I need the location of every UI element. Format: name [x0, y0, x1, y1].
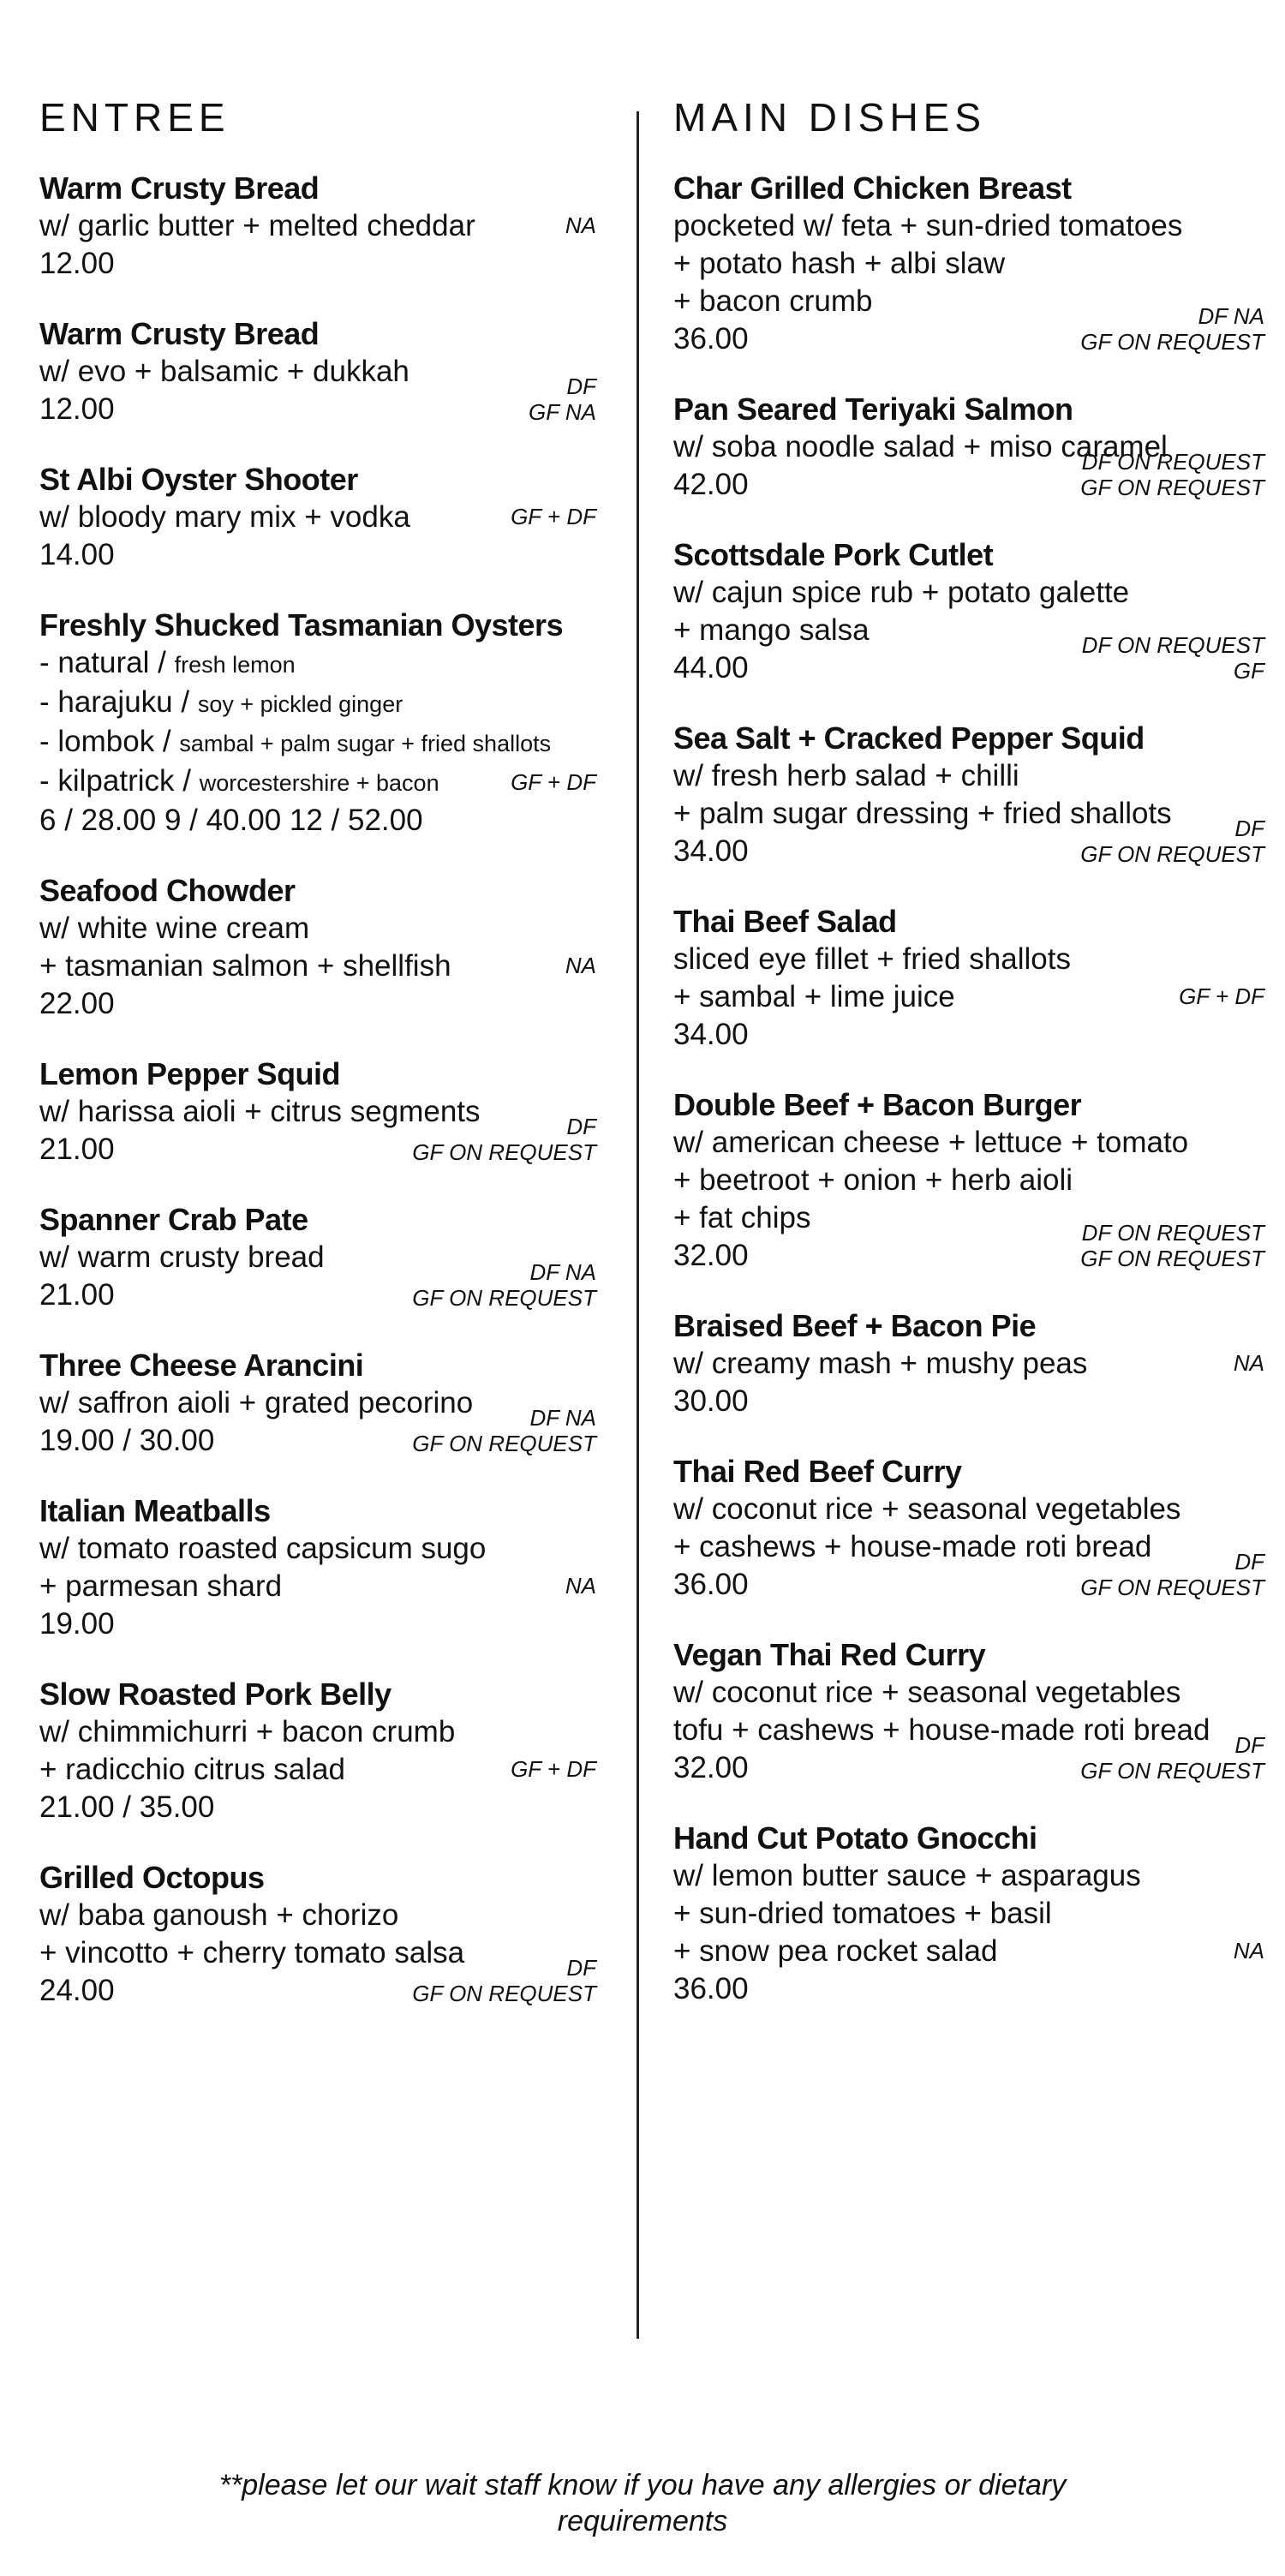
- menu-item: [673, 1086, 1264, 1275]
- item-description: + sambal + lime juice: [673, 980, 955, 1013]
- item-description: w/ creamy mash + mushy peas: [673, 1347, 1088, 1380]
- item-name: Warm Crusty Bread: [39, 316, 320, 351]
- item-description: sliced eye fillet + fried shallots: [673, 942, 1071, 976]
- menu-item: [39, 1859, 596, 2010]
- item-price: 36.00: [673, 1568, 749, 1601]
- dietary-tags: [511, 504, 596, 529]
- dietary-tags: [1082, 632, 1264, 684]
- allergy-note-line-1: **please let our wait staff know if you have any allergies or dietary: [218, 2469, 1067, 2501]
- oyster-option: [39, 723, 596, 762]
- mains-heading: MAIN DISHES: [673, 95, 987, 140]
- item-description: w/ white wine cream: [39, 911, 310, 945]
- item-name: Italian Meatballs: [39, 1493, 271, 1528]
- item-name: Slow Roasted Pork Belly: [39, 1676, 391, 1712]
- oyster-garnish: fresh lemon: [174, 652, 296, 678]
- entree-list: [39, 170, 596, 2010]
- item-description: w/ evo + balsamic + dukkah: [39, 355, 409, 388]
- mains-column: [673, 94, 1264, 2041]
- item-name: Double Beef + Bacon Burger: [673, 1087, 1082, 1122]
- item-description: w/ fresh herb salad + chilli: [673, 759, 1019, 792]
- item-name: Thai Red Beef Curry: [673, 1454, 962, 1489]
- item-description: + potato hash + albi slaw: [673, 247, 1006, 280]
- dietary-tag: NA: [1233, 1938, 1264, 1963]
- dietary-tags: [412, 1114, 596, 1165]
- menu-item: [39, 170, 596, 283]
- menu-item: [39, 461, 596, 574]
- dietary-tags: [511, 1756, 596, 1782]
- dietary-tag: NA: [1233, 1350, 1264, 1376]
- item-description: w/ garlic butter + melted cheddar: [39, 209, 475, 242]
- menu-item: [673, 1307, 1264, 1420]
- dietary-tag: GF ON REQUEST: [412, 1431, 596, 1456]
- menu-item: [39, 315, 596, 428]
- item-description: w/ cajun spice rub + potato galette: [673, 576, 1130, 609]
- item-price: 6 / 28.00 9 / 40.00 12 / 52.00: [39, 804, 423, 837]
- dietary-tag: DF ON REQUEST: [1081, 1220, 1264, 1246]
- item-name: Lemon Pepper Squid: [39, 1056, 341, 1091]
- dietary-tags: [565, 953, 596, 978]
- dietary-tag: GF ON REQUEST: [1080, 1575, 1264, 1600]
- dietary-tags: [529, 374, 596, 425]
- menu-item: [39, 1347, 596, 1460]
- dietary-tag: NA: [565, 953, 596, 978]
- dietary-tags: [1080, 1732, 1264, 1784]
- mains-list: [673, 170, 1264, 2008]
- item-description: w/ coconut rice + seasonal vegetables: [673, 1492, 1181, 1526]
- menu-item: [39, 1676, 596, 1826]
- menu-item: [673, 903, 1264, 1054]
- item-description: w/ saffron aioli + grated pecorino: [39, 1386, 474, 1419]
- item-name: Sea Salt + Cracked Pepper Squid: [673, 720, 1145, 756]
- oyster-option: [39, 684, 596, 723]
- oyster-style: - natural /: [39, 646, 175, 679]
- item-price: 34.00: [673, 834, 749, 868]
- dietary-tags: [565, 1573, 596, 1599]
- dietary-tag: GF ON REQUEST: [1080, 1246, 1264, 1271]
- item-name: Seafood Chowder: [39, 873, 296, 908]
- item-name: Three Cheese Arancini: [39, 1348, 364, 1383]
- dietary-tag: GF + DF: [511, 1756, 596, 1782]
- dietary-tag: GF ON REQUEST: [1080, 1758, 1264, 1784]
- item-description: + mango salsa: [673, 613, 870, 647]
- dietary-tag: GF ON REQUEST: [412, 1981, 596, 2006]
- item-price: 12.00: [39, 392, 115, 426]
- item-price: 19.00 / 30.00: [39, 1424, 215, 1457]
- item-price: 36.00: [673, 322, 749, 356]
- menu-item: [673, 1636, 1264, 1787]
- dietary-tag: DF NA: [529, 1259, 596, 1285]
- dietary-tags: [412, 1955, 596, 2006]
- dietary-tags: [412, 1405, 596, 1456]
- item-description: + parmesan shard: [39, 1569, 283, 1603]
- item-description: w/ tomato roasted capsicum sugo: [39, 1532, 487, 1565]
- dietary-tag: GF NA: [529, 399, 596, 425]
- item-name: Pan Seared Teriyaki Salmon: [673, 391, 1073, 427]
- oyster-option: [39, 644, 596, 684]
- dietary-tag: GF + DF: [511, 769, 596, 795]
- dietary-tags: [1080, 449, 1264, 500]
- item-price: 14.00: [39, 538, 115, 571]
- oyster-style: - harajuku /: [39, 685, 198, 719]
- dietary-tag: DF ON REQUEST: [1081, 449, 1264, 475]
- item-description: + vincotto + cherry tomato salsa: [39, 1936, 465, 1969]
- dietary-tag: GF + DF: [1179, 983, 1264, 1009]
- item-description: + radicchio citrus salad: [39, 1753, 345, 1786]
- oyster-garnish: sambal + palm sugar + fried shallots: [179, 731, 552, 756]
- oyster-style: - lombok /: [39, 725, 180, 758]
- allergy-note: [0, 2467, 1285, 2539]
- item-description: w/ warm crusty bread: [39, 1240, 325, 1274]
- item-description: w/ harissa aioli + citrus segments: [39, 1095, 481, 1128]
- menu-item: [39, 607, 596, 840]
- item-name: Thai Beef Salad: [673, 904, 897, 939]
- item-description: w/ chimmichurri + bacon crumb: [39, 1715, 456, 1748]
- item-name: St Albi Oyster Shooter: [39, 462, 358, 497]
- menu-item: [39, 1201, 596, 1314]
- menu-item: [673, 536, 1264, 687]
- item-description: + fat chips: [673, 1201, 811, 1234]
- menu-item: [673, 1453, 1264, 1604]
- dietary-tags: [412, 1259, 596, 1311]
- dietary-tag: DF: [566, 1114, 596, 1139]
- item-description: w/ lemon butter sauce + asparagus: [673, 1859, 1141, 1892]
- oyster-style: - kilpatrick /: [39, 764, 200, 798]
- item-description: + beetroot + onion + herb aioli: [673, 1163, 1073, 1197]
- allergy-note-line-2: requirements: [557, 2505, 728, 2537]
- dietary-tag: DF NA: [1198, 303, 1264, 329]
- dietary-tag: DF NA: [529, 1405, 596, 1431]
- dietary-tag: GF ON REQUEST: [412, 1139, 596, 1165]
- item-price: 36.00: [673, 1972, 749, 2005]
- item-name: Grilled Octopus: [39, 1860, 265, 1895]
- item-price: 24.00: [39, 1974, 115, 2007]
- entree-heading: ENTREE: [39, 95, 230, 140]
- dietary-tag: DF: [1234, 816, 1264, 841]
- item-description: + sun-dried tomatoes + basil: [673, 1897, 1052, 1930]
- item-price: 12.00: [39, 247, 115, 280]
- dietary-tag: GF ON REQUEST: [1080, 841, 1264, 867]
- item-price: 21.00: [39, 1133, 115, 1166]
- dietary-tag: GF + DF: [511, 504, 596, 529]
- dietary-tag: DF: [566, 1955, 596, 1981]
- dietary-tags: [1080, 1220, 1264, 1271]
- menu-item: [39, 872, 596, 1023]
- dietary-tags: [511, 769, 596, 795]
- item-name: Braised Beef + Bacon Pie: [673, 1308, 1037, 1343]
- item-name: Vegan Thai Red Curry: [673, 1637, 986, 1672]
- oyster-garnish: worcestershire + bacon: [199, 770, 439, 796]
- item-description: w/ american cheese + lettuce + tomato: [673, 1126, 1189, 1159]
- item-description: tofu + cashews + house-made roti bread: [673, 1713, 1210, 1747]
- dietary-tag: DF: [1234, 1549, 1264, 1575]
- dietary-tags: [1080, 816, 1264, 867]
- menu-item: [39, 1492, 596, 1643]
- item-description: + bacon crumb: [673, 284, 873, 318]
- dietary-tag: DF: [1234, 1732, 1264, 1758]
- item-name: Hand Cut Potato Gnocchi: [673, 1820, 1037, 1856]
- column-divider: [637, 111, 639, 2339]
- item-description: pocketed w/ feta + sun-dried tomatoes: [673, 209, 1183, 242]
- item-description: + tasmanian salmon + shellfish: [39, 949, 451, 983]
- item-name: Char Grilled Chicken Breast: [673, 170, 1072, 206]
- item-price: 21.00 / 35.00: [39, 1790, 215, 1824]
- item-price: 34.00: [673, 1018, 749, 1051]
- dietary-tags: [565, 212, 596, 238]
- menu-item: [673, 170, 1264, 358]
- item-description: + palm sugar dressing + fried shallots: [673, 797, 1172, 830]
- entree-column: [39, 94, 596, 2042]
- dietary-tag: DF ON REQUEST: [1081, 632, 1264, 658]
- item-name: Warm Crusty Bread: [39, 170, 320, 206]
- dietary-tags: [1179, 983, 1264, 1009]
- dietary-tag: GF ON REQUEST: [1080, 329, 1264, 355]
- item-description: + snow pea rocket salad: [673, 1934, 998, 1968]
- item-price: 19.00: [39, 1607, 115, 1641]
- dietary-tag: GF: [1233, 658, 1264, 684]
- dietary-tags: [1080, 303, 1264, 355]
- item-price: 44.00: [673, 651, 749, 684]
- item-price: 32.00: [673, 1239, 749, 1272]
- item-description: w/ baba ganoush + chorizo: [39, 1898, 399, 1932]
- item-description: + cashews + house-made roti bread: [673, 1530, 1152, 1563]
- dietary-tag: NA: [565, 1573, 596, 1599]
- item-description: w/ bloody mary mix + vodka: [39, 500, 410, 534]
- dietary-tag: DF: [566, 374, 596, 399]
- dietary-tags: [1234, 1938, 1264, 1963]
- menu-item: [39, 1055, 596, 1168]
- item-price: 22.00: [39, 987, 115, 1020]
- menu-item: [673, 391, 1264, 504]
- item-description: w/ coconut rice + seasonal vegetables: [673, 1676, 1181, 1709]
- item-price: 32.00: [673, 1751, 749, 1784]
- menu-item: [673, 720, 1264, 870]
- dietary-tags: [1080, 1549, 1264, 1600]
- item-name: Spanner Crab Pate: [39, 1202, 308, 1237]
- item-description: w/ soba noodle salad + miso caramel: [673, 430, 1168, 463]
- item-price: 21.00: [39, 1278, 115, 1312]
- dietary-tag: GF ON REQUEST: [1080, 475, 1264, 500]
- dietary-tags: [1234, 1350, 1264, 1376]
- item-price: 42.00: [673, 468, 749, 501]
- item-name: Freshly Shucked Tasmanian Oysters: [39, 607, 564, 643]
- menu-item: [673, 1820, 1264, 2008]
- dietary-tag: GF ON REQUEST: [412, 1285, 596, 1311]
- item-name: Scottsdale Pork Cutlet: [673, 537, 994, 572]
- dietary-tag: NA: [565, 212, 596, 238]
- item-price: 30.00: [673, 1384, 749, 1418]
- oyster-garnish: soy + pickled ginger: [197, 691, 403, 717]
